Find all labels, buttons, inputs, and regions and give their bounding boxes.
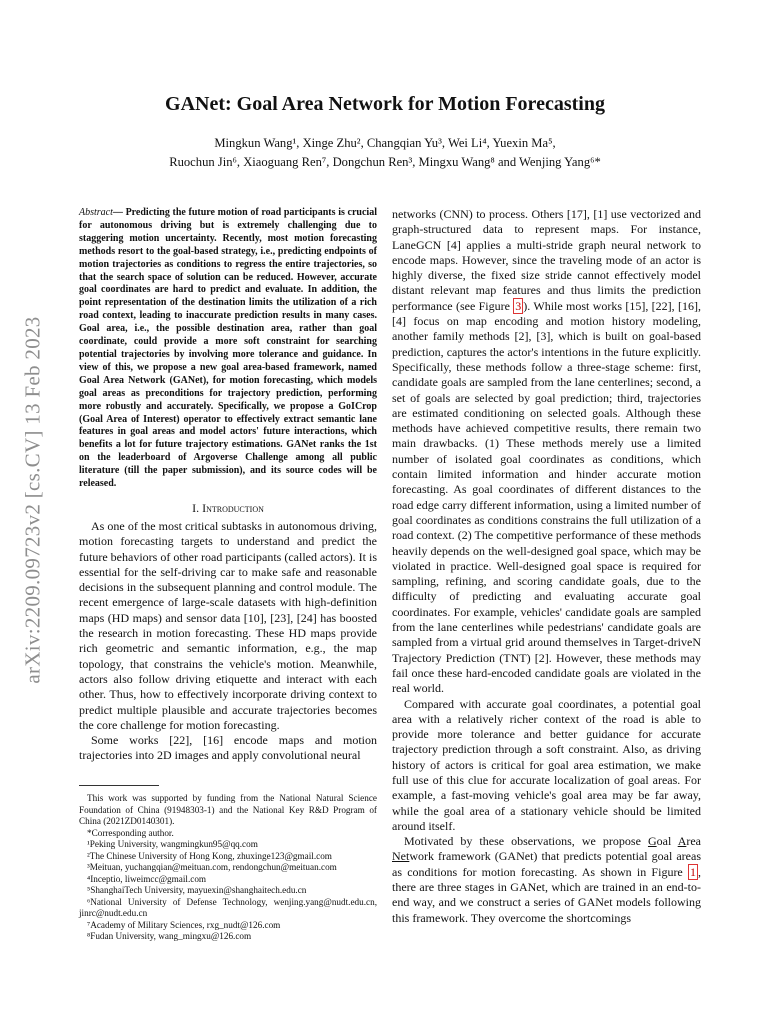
text-span: oal (656, 834, 678, 849)
footnote: ⁸Fudan University, wang_mingxu@126.com (87, 931, 252, 941)
footnote: ³Meituan, yuchangqian@meituan.com, rendongchun@meituan.com (87, 862, 337, 872)
footnote: ²The Chinese University of Hong Kong, zhuxinge123@gmail.com (87, 850, 332, 861)
author-list (70, 134, 700, 172)
left-column (79, 207, 377, 764)
text-span: Motivated by these observations, we propose (404, 834, 648, 849)
figure-ref-link[interactable]: 3 (515, 298, 522, 313)
section-heading-introduction: I. Introduction (192, 500, 264, 515)
authors-line-2: Ruochun Jin⁶, Xiaoguang Ren⁷, Dongchun Ren³, Mingxu Wang⁸ and Wenjing Yang⁶* (169, 155, 601, 169)
right-column (392, 207, 701, 926)
footnote: *Corresponding author. (87, 827, 174, 838)
text-span: G (647, 834, 657, 849)
text-span: networks (CNN) to process. Others [17], [1] use vectorized and graph-structured data to represent maps. For instance, LaneGCN [4] applies a multi-stride graph neural network to encode maps. However, since the traveling mode of an actor is highly diverse, the fixed size stride cannot effectively model distant relevant map features and thus limits the prediction performance (see Figure (392, 207, 701, 313)
abstract (79, 207, 377, 491)
footnote: ⁵ShanghaiTech University, mayuexin@shanghaitech.edu.cn (87, 885, 307, 895)
footnote: ¹Peking University, wangmingkun95@qq.com (87, 839, 258, 849)
text-span: rea (686, 834, 702, 849)
text-span: , there are three stages in GANet, which are trained in an end-to-end way, and we construct a series of GANet models following this framework. They overcome the shortcomings (392, 864, 701, 925)
text-span: ). While most works [15], [22], [16], [4] focus on map encoding and motion history modeling, another family methods [2], [3], which is built on goal-based prediction, captures the actor's intentions in the future explicitly. Specifically, these methods follow a three-stage scheme: first, candidate goals are sampled from the lane centerlines; second, a set of goals are selected by goal prediction; third, trajectories are estimated conditioning on selected goals. Although these methods have achieved competitive results, there remain two main drawbacks. (1) These methods merely use a limited number of isolated goal coordinates as conditions, which contain limited information and hinder accurate motion forecasting. As goal coordinates of different distances to the road edge carry different information, using a limited number of goal coordinates as conditions constrains the full utilization of a road context. (2) The competitive performance of these methods heavily depends on the well-designed goal space, which may be violated in practice. Well-designed goal space is required for sampling, refining, and scoring candidate goals, due to the difficulty of predicting and evaluating accurate goal coordinates. For example, vehicles' candidate goals are sampled from the lane centerlines while pedestrians' candidate goals are sampled from a virtual grid around themselves in Target-driveN Trajectory Prediction (TNT) [2]. However, these methods may fail once these hard-encoded candidate goals are violated in the real world. (392, 298, 701, 696)
paper-title: GANet: Goal Area Network for Motion Forecasting (165, 93, 605, 115)
arxiv-watermark (16, 270, 50, 730)
authors-line-1: Mingkun Wang¹, Xinge Zhu², Changqian Yu³, Wei Li⁴, Yuexin Ma⁵, (214, 136, 556, 150)
footnote: ⁴Inceptio, liweimcc@gmail.com (87, 873, 207, 884)
abstract-label: Abstract (79, 207, 113, 218)
paragraph: Compared with accurate goal coordinates, a potential goal area with a relatively richer context of the road is able to provide more tolerance and better guidance for accurate trajectory prediction through a soft constraint. Also, as driving history of actors is critical for goal area estimation, we make full use of this clue for accurate localization of goal areas. For example, a fast-moving vehicle's goal area may be far away, while the goal area of a stationary vehicle should be limited around itself. (392, 696, 701, 833)
footnote: ⁶National University of Defense Technology, wenjing.yang@nudt.edu.cn, jinrc@nudt.edu.cn (79, 896, 377, 918)
text-span: Net (392, 849, 410, 864)
abstract-text: — Predicting the future motion of road participants is crucial for autonomous driving but is extremely challenging due to staggering motion uncertainty. Recently, most motion forecasting methods resort to the goal-based strategy, i.e., predicting endpoints of motion trajectories as conditions to regress the entire trajectories, so that the search space of solution can be reduced. However, accurate goal coordinates are hard to predict and evaluate. In addition, the point representation of the destination limits the utilization of a rich road context, leading to inaccurate prediction results in many cases. Goal area, i.e., the possible destination area, rather than goal coordinate, could provide a more soft constraint for searching potential trajectories by involving more tolerance and guidance. In view of this, we propose a new goal area-based framework, named Goal Area Network (GANet), for motion forecasting, which models goal areas as preconditions for trajectory prediction, performing more robustly and accurately. Specifically, we propose a GoICrop (Goal Area of Interest) operator to effectively extract semantic lane features in goal areas and model actors' future interactions, which benefits a lot for future trajectory estimations. GANet ranks the 1st on the leaderboard of Argoverse Challenge among all public literature (till the paper submission), and its source codes will be released. (79, 207, 377, 490)
intro-body (79, 519, 377, 764)
arxiv-id: arXiv:2209.09723v2 [cs.CV] 13 Feb 2023 (20, 316, 45, 684)
text-span: work framework (GANet) that predicts potential goal areas as conditions for motion forecasting. As shown in Figure (392, 849, 701, 879)
figure-ref-link[interactable]: 1 (690, 864, 696, 879)
footnote: ⁷Academy of Military Sciences, rxg_nudt@126.com (87, 919, 281, 930)
paragraph: Some works [22], [16] encode maps and motion trajectories into 2D images and apply convolutional neural (79, 733, 377, 763)
footnote-rule (79, 785, 159, 786)
text-span: A (677, 834, 687, 849)
paragraph (392, 207, 701, 697)
paragraph: As one of the most critical subtasks in autonomous driving, motion forecasting targets to understand and predict the future behaviors of other road participants (called actors). It is essential for the self-driving car to make safe and reasonable decisions in the subsequent planning and control module. The recent emergence of large-scale datasets with high-definition maps (HD maps) and sensor data [10], [23], [24] has boosted the research in motion forecasting. These HD maps provide rich geometric and semantic information, e.g., the map topology, that constrains the vehicle's motion. Meanwhile, actors also follow driving etiquette and interact with each other. Thus, how to effectively incorporate driving context to predict multiple plausible and accurate trajectories becomes the core challenge for motion forecasting. (79, 518, 377, 732)
footnote-funding: This work was supported by funding from the National Natural Science Foundation of China (91948303-1) and the National Key R&D Program of China (2021ZD0140301). (79, 793, 377, 826)
paragraph (392, 834, 701, 926)
footnotes (79, 793, 377, 943)
